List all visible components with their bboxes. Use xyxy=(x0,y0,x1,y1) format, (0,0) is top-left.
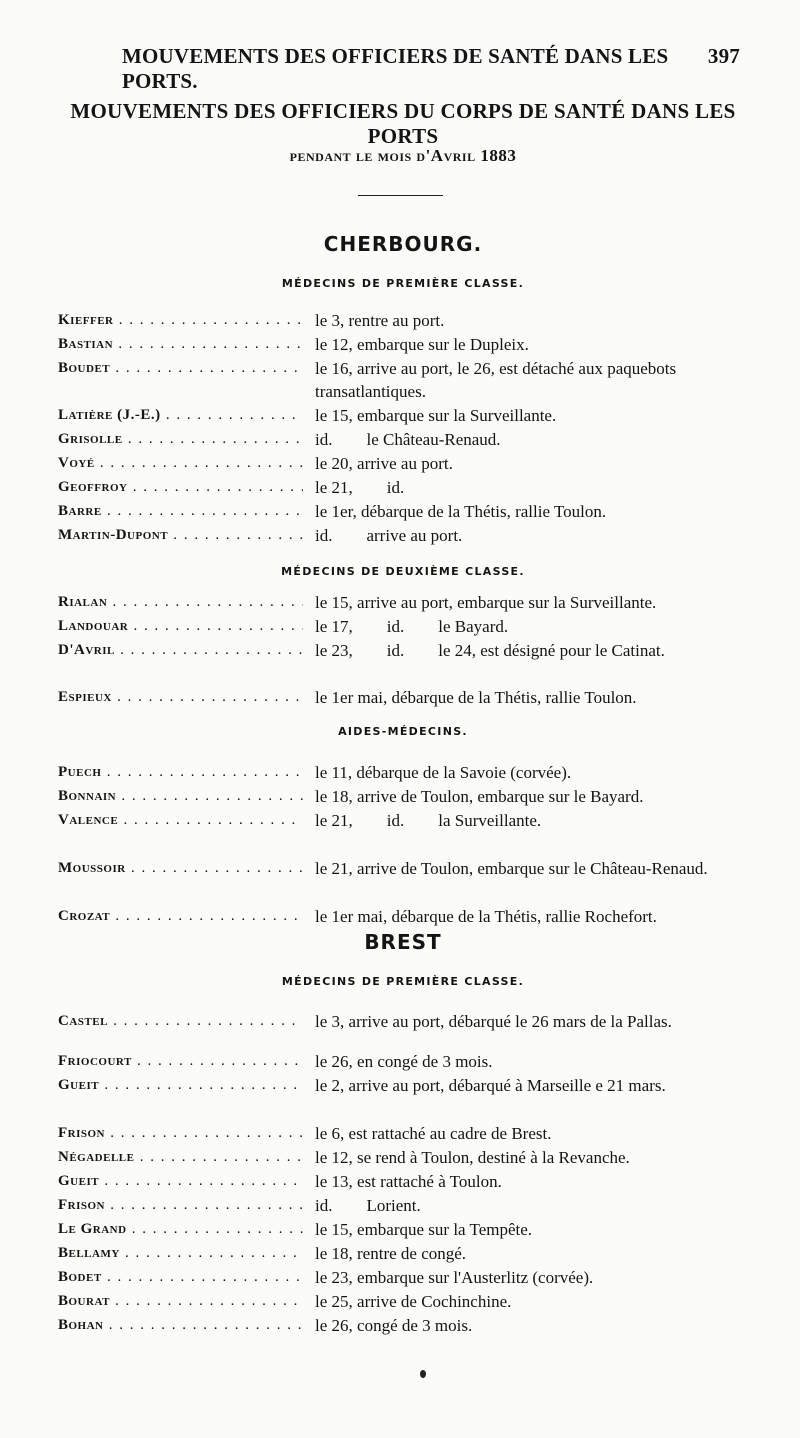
officer-name: Frison . . . xyxy=(58,1122,303,1145)
port-title-cherbourg: CHERBOURG. xyxy=(323,232,483,256)
movement-text: le 20, arrive au port. xyxy=(315,454,453,473)
officer-name: Voyé . . . xyxy=(58,452,303,475)
officer-name: Bodet . . . xyxy=(58,1266,303,1289)
officer-name: Frison . . . xyxy=(58,1194,303,1217)
officer-name: Latière (J.-E.) . . . xyxy=(58,404,303,427)
movement-text: le 3, arrive au port, débarqué le 26 mars de la Pallas. xyxy=(315,1012,672,1031)
movement-text: le 3, rentre au port. xyxy=(315,311,445,330)
page-title: MOUVEMENTS DES OFFICIERS DU CORPS DE SANTÉ DANS LES PORTS xyxy=(70,99,736,148)
officer-name: D'Avril . . . xyxy=(58,639,303,662)
officer-name: Friocourt . . . xyxy=(58,1050,303,1073)
page-subtitle: pendant le mois d'Avril 1883 xyxy=(289,146,517,165)
movement-text: id. arrive au port. xyxy=(315,526,463,545)
movement-text: id. Lorient. xyxy=(315,1196,421,1215)
movement-text: le 2, arrive au port, débarqué à Marseille e 21 mars. xyxy=(315,1076,666,1095)
officer-name: Le Grand . . . xyxy=(58,1218,303,1241)
officer-name: Barre . . . xyxy=(58,500,303,523)
movement-text: le 13, est rattaché à Toulon. xyxy=(315,1172,502,1191)
officer-name: Gueit . . . xyxy=(58,1074,303,1097)
class-title: AIDES-MÉDECINS. xyxy=(338,725,468,738)
movement-text: id. le Château-Renaud. xyxy=(315,430,501,449)
movement-text: le 12, se rend à Toulon, destiné à la Revanche. xyxy=(315,1148,630,1167)
movement-text: le 1er mai, débarque de la Thétis, rallie Rochefort. xyxy=(315,907,657,926)
port-title-brest: BREST xyxy=(364,930,442,954)
officer-name: Valence . . . xyxy=(58,809,303,832)
class-title: MÉDECINS DE PREMIÈRE CLASSE. xyxy=(281,277,525,290)
movement-text: le 11, débarque de la Savoie (corvée). xyxy=(315,763,572,782)
movement-text: le 1er mai, débarque de la Thétis, rallie Toulon. xyxy=(315,688,637,707)
movement-text: le 16, arrive au port, le 26, est détaché aux paquebots transatlantiques. xyxy=(315,359,677,401)
movement-text: le 23, id. le 24, est désigné pour le Catinat. xyxy=(315,641,665,660)
officer-name: Bourat . . . xyxy=(58,1290,303,1313)
officer-name: Landouar . . . xyxy=(58,615,303,638)
movement-text: le 12, embarque sur le Dupleix. xyxy=(315,335,529,354)
page-number: 397 xyxy=(707,44,740,68)
title-rule xyxy=(358,195,443,196)
officer-name: Moussoir . . . xyxy=(58,857,303,880)
print-mark xyxy=(420,1370,426,1378)
movement-text: le 15, embarque sur la Surveillante. xyxy=(315,406,557,425)
officer-name: Geoffroy . . . xyxy=(58,476,303,499)
officer-name: Bohan . . . xyxy=(58,1314,303,1337)
movement-text: le 26, congé de 3 mois. xyxy=(315,1316,473,1335)
movement-text: le 21, id. xyxy=(315,478,405,497)
movement-text: le 18, arrive de Toulon, embarque sur le Bayard. xyxy=(315,787,644,806)
movement-text: le 21, id. la Surveillante. xyxy=(315,811,542,830)
movement-text: le 25, arrive de Cochinchine. xyxy=(315,1292,512,1311)
officer-name: Bellamy . . . xyxy=(58,1242,303,1265)
class-title: MÉDECINS DE DEUXIÈME CLASSE. xyxy=(281,565,525,578)
officer-name: Gueit . . . xyxy=(58,1170,303,1193)
officer-name: Puech . . . xyxy=(58,761,303,784)
officer-name: Bastian . . . xyxy=(58,333,303,356)
movement-text: le 1er, débarque de la Thétis, rallie Toulon. xyxy=(315,502,607,521)
movement-text: le 21, arrive de Toulon, embarque sur le Château-Renaud. xyxy=(315,859,708,878)
movement-text: le 17, id. le Bayard. xyxy=(315,617,509,636)
running-head xyxy=(122,44,740,94)
class-title: MÉDECINS DE PREMIÈRE CLASSE. xyxy=(281,975,525,988)
officer-name: Crozat . . . xyxy=(58,905,303,928)
officer-name: Négadelle . . . xyxy=(58,1146,303,1169)
running-head-title: MOUVEMENTS DES OFFICIERS DE SANTÉ DANS LES PORTS. xyxy=(122,44,669,93)
movement-text: le 15, embarque sur la Tempête. xyxy=(315,1220,533,1239)
movement-text: le 23, embarque sur l'Austerlitz (corvée). xyxy=(315,1268,594,1287)
movement-text: le 26, en congé de 3 mois. xyxy=(315,1052,493,1071)
movement-text: le 18, rentre de congé. xyxy=(315,1244,467,1263)
officer-name: Rialan . . . xyxy=(58,591,303,614)
movement-text: le 6, est rattaché au cadre de Brest. xyxy=(315,1124,552,1143)
officer-name: Bonnain . . . xyxy=(58,785,303,808)
officer-name: Martin-Dupont . . . xyxy=(58,524,303,547)
officer-name: Castel . . . xyxy=(58,1010,303,1033)
movement-text: le 15, arrive au port, embarque sur la Surveillante. xyxy=(315,593,657,612)
officer-name: Grisolle . . . xyxy=(58,428,303,451)
officer-name: Boudet . . . xyxy=(58,357,303,380)
officer-name: Kieffer . . . xyxy=(58,309,303,332)
officer-name: Espieux . . . xyxy=(58,686,303,709)
